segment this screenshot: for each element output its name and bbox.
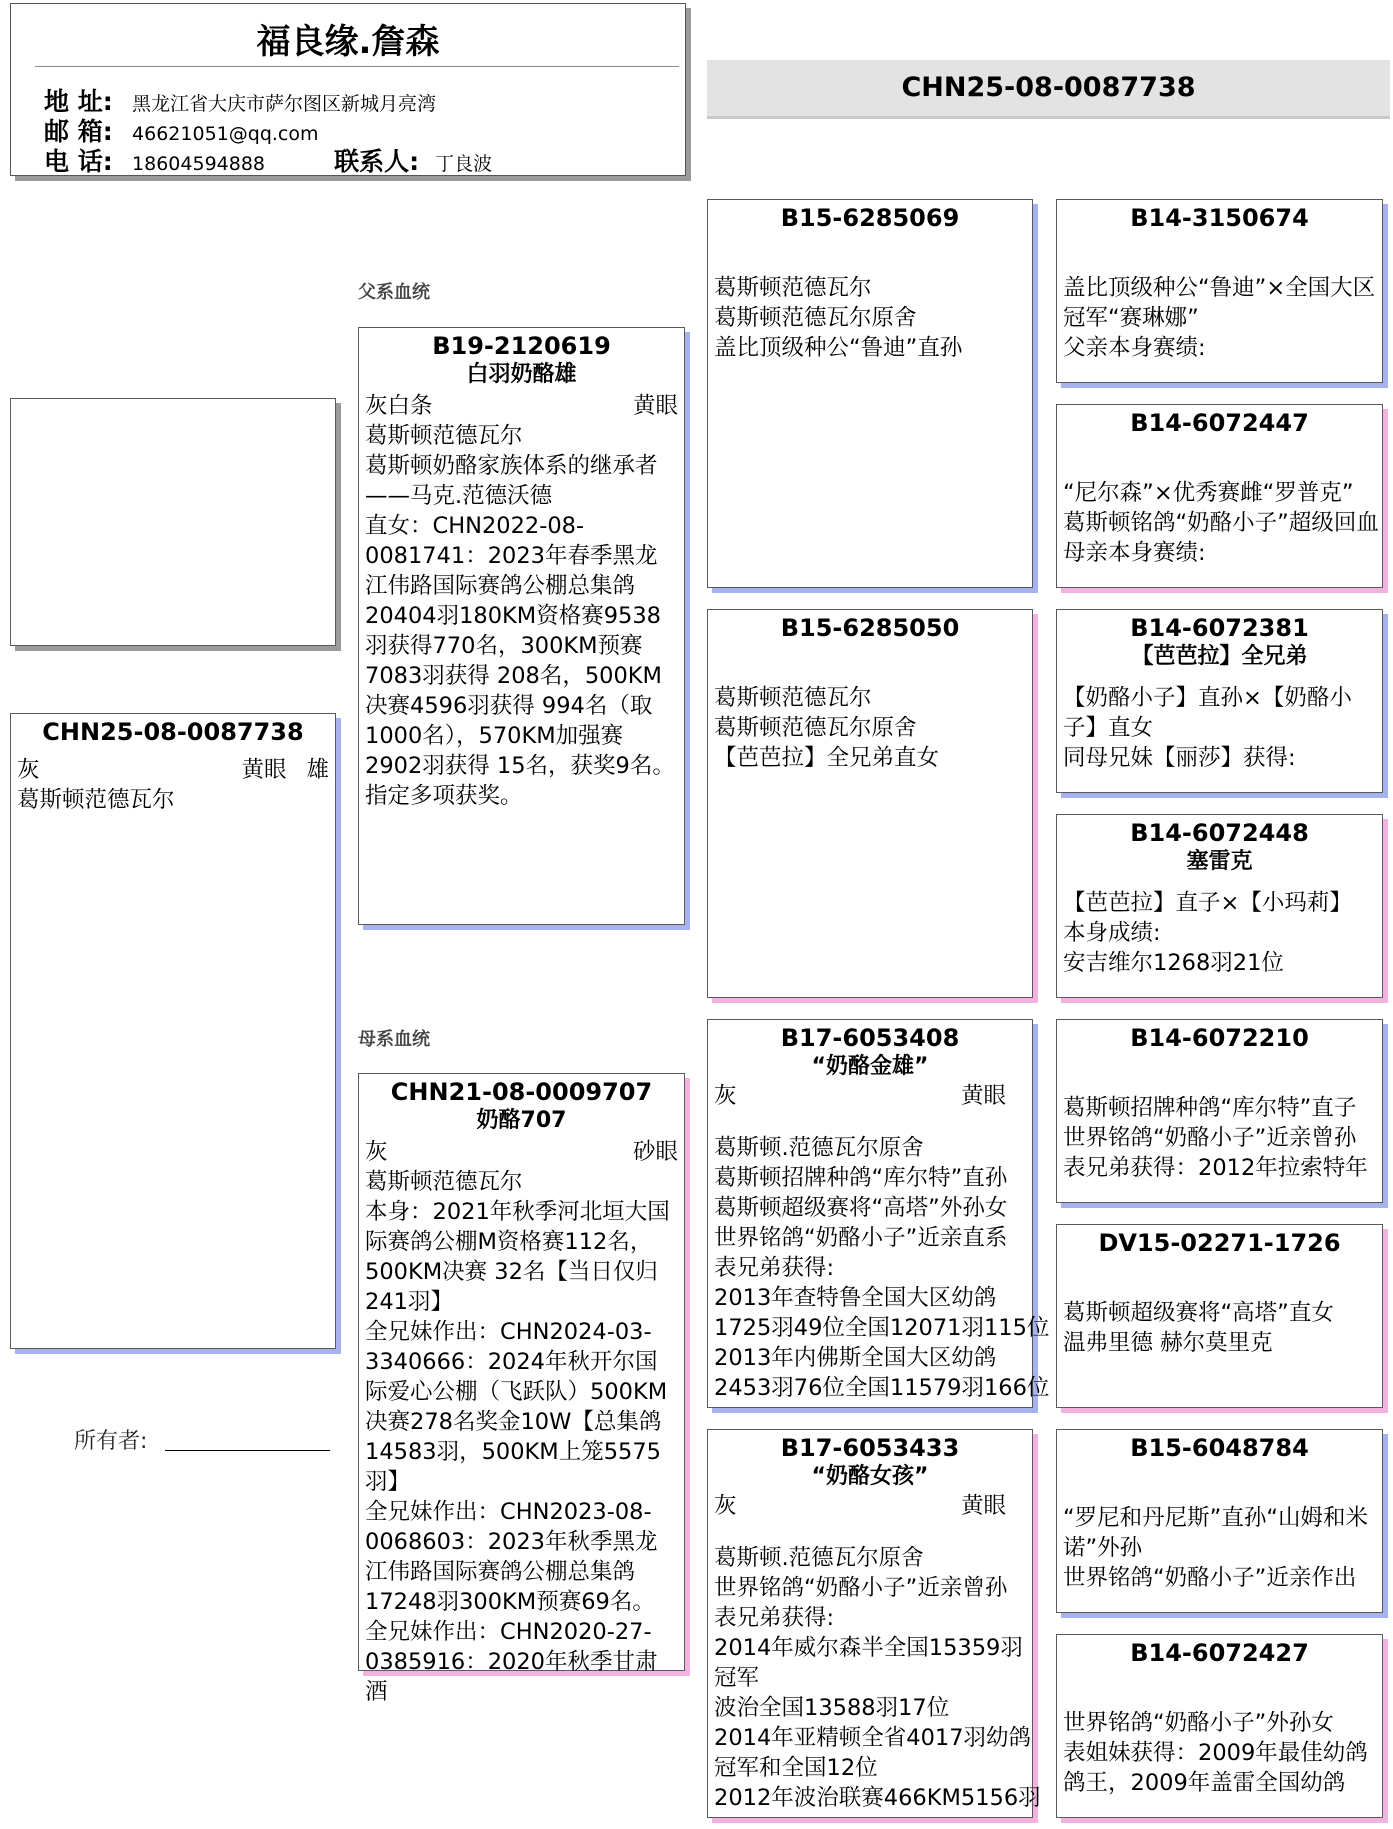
name-spacer bbox=[1063, 233, 1376, 263]
sire-name: 白羽奶酪雄 bbox=[466, 362, 577, 387]
dam-side-label: 母系血统 bbox=[358, 1029, 430, 1050]
contact-label: 联系人: bbox=[334, 147, 420, 176]
subject-eye: 黄眼 bbox=[241, 757, 287, 783]
pedigree-line: 世界铭鸽“奶酪小子”外孙女 bbox=[1063, 1710, 1334, 1736]
breeder-name: 福良缘.詹森 bbox=[256, 22, 440, 62]
sire-color: 灰白条 bbox=[365, 393, 433, 419]
owner-signature-line bbox=[165, 1450, 330, 1451]
grandparent-name: “奶酪金雄” bbox=[811, 1054, 929, 1079]
pedigree-line: 葛斯顿范德瓦尔原舍 bbox=[714, 715, 917, 741]
grandparent-color: 灰 bbox=[714, 1493, 737, 1519]
pedigree-line: 葛斯顿.范德瓦尔原舍 bbox=[714, 1545, 924, 1571]
pedigree-line: 波治全国13588羽17位 bbox=[714, 1695, 950, 1721]
grandparent-ring-number: B15-6285069 bbox=[780, 204, 960, 232]
pedigree-line: 葛斯顿招牌种鸽“库尔特”直孙 bbox=[714, 1165, 1008, 1191]
contact-value: 丁良波 bbox=[435, 153, 493, 175]
grandparent-box bbox=[707, 199, 1033, 588]
dam-eye: 砂眼 bbox=[632, 1139, 678, 1165]
pedigree-line: 冠军 bbox=[714, 1665, 760, 1691]
pedigree-line: 2013年内佛斯全国大区幼鸽 bbox=[714, 1345, 997, 1371]
pedigree-line: 1725羽49位全国12071羽115位 bbox=[714, 1315, 1050, 1341]
pedigree-line: “罗尼和丹尼斯”直孙“山姆和米 bbox=[1063, 1505, 1368, 1531]
sire-description: 葛斯顿范德瓦尔 葛斯顿奶酪家族体系的继承者——马克.范德沃德 直女：CHN2022-08-0081741：2023年春季黑龙江伟路国际赛鸽公棚总集鸽20404羽180KM资格赛9538羽获得770名，300KM预赛7083羽获得 208名，500KM决赛4596羽获得 994名（取1000名），570KM加强赛2902羽获得 15名，获奖9名。指定多项获奖。 bbox=[365, 423, 675, 809]
pedigree-line: 表兄弟获得：2012年拉索特年 bbox=[1063, 1155, 1368, 1181]
pedigree-line: 父亲本身赛绩: bbox=[1063, 335, 1206, 361]
name-spacer bbox=[1063, 1463, 1376, 1493]
name-spacer bbox=[1063, 1053, 1376, 1083]
pedigree-line: 葛斯顿超级赛将“高塔”直女 bbox=[1063, 1300, 1334, 1326]
grandparent-eye: 黄眼 bbox=[960, 1493, 1006, 1519]
phone-row bbox=[44, 142, 492, 178]
dam-color: 灰 bbox=[365, 1139, 388, 1165]
sire-ring-number: B19-2120619 bbox=[432, 332, 611, 360]
breeder-header bbox=[10, 3, 686, 176]
great-grandparent-box bbox=[1056, 1224, 1383, 1408]
pedigree-line: 2013年查特鲁全国大区幼鸽 bbox=[714, 1285, 997, 1311]
pedigree-line: 温弗里德 赫尔莫里克 bbox=[1063, 1330, 1273, 1356]
pedigree-line: 本身成绩: bbox=[1063, 920, 1161, 946]
pedigree-line: 2453羽76位全国11579羽166位 bbox=[714, 1375, 1050, 1401]
great-grandparent-box bbox=[1056, 1429, 1383, 1613]
pedigree-line: 安吉维尔1268羽21位 bbox=[1063, 950, 1284, 976]
pedigree-line: 母亲本身赛绩: bbox=[1063, 540, 1206, 566]
sire-attributes bbox=[365, 391, 678, 421]
great-grandparent-box bbox=[1056, 1019, 1383, 1203]
grandparent-ring-number: B17-6053408 bbox=[780, 1024, 960, 1052]
great-grandparent-ring-number: B14-6072448 bbox=[1130, 819, 1309, 847]
name-spacer bbox=[1063, 1668, 1376, 1698]
name-spacer bbox=[1063, 438, 1376, 468]
pedigree-line: “尼尔森”×优秀赛雌“罗普克” bbox=[1063, 480, 1354, 506]
grandparent-eye: 黄眼 bbox=[960, 1083, 1006, 1109]
name-spacer bbox=[1063, 1258, 1376, 1288]
grandparent-box bbox=[707, 609, 1033, 998]
pedigree-line: 2012年波治联赛466KM5156羽 bbox=[714, 1785, 1041, 1811]
grandparent-name: “奶酪女孩” bbox=[811, 1464, 929, 1489]
grandparent-color: 灰 bbox=[714, 1083, 737, 1109]
subject-line: 葛斯顿范德瓦尔 bbox=[17, 787, 175, 813]
great-grandparent-ring-number: DV15-02271-1726 bbox=[1098, 1229, 1341, 1257]
subject-ring-number: CHN25-08-0087738 bbox=[42, 718, 304, 746]
name-spacer bbox=[714, 233, 1026, 263]
sire-box bbox=[358, 327, 685, 925]
subject-attributes bbox=[17, 755, 329, 785]
pedigree-line: 世界铭鸽“奶酪小子”近亲直系 bbox=[714, 1225, 1008, 1251]
great-grandparent-name: 【芭芭拉】全兄弟 bbox=[1131, 644, 1308, 669]
pedigree-line: 表兄弟获得: bbox=[714, 1605, 835, 1631]
email-label: 邮 箱: bbox=[44, 117, 113, 146]
pedigree-line: 葛斯顿范德瓦尔 bbox=[714, 275, 872, 301]
grandparent-box bbox=[707, 1019, 1050, 1408]
great-grandparent-box bbox=[1056, 199, 1383, 383]
phone-label: 电 话: bbox=[44, 147, 113, 176]
owner-label: 所有者: bbox=[74, 1429, 148, 1454]
dam-box bbox=[358, 1073, 685, 1705]
pedigree-line: 世界铭鸽“奶酪小子”近亲作出 bbox=[1063, 1565, 1357, 1591]
pedigree-line: 【芭芭拉】直子×【小玛莉】 bbox=[1063, 890, 1352, 916]
pedigree-line: 世界铭鸽“奶酪小子”近亲曾孙 bbox=[1063, 1125, 1357, 1151]
pedigree-line: 2014年亚精顿全省4017羽幼鸽 bbox=[714, 1725, 1032, 1751]
great-grandparent-box bbox=[1056, 1634, 1383, 1818]
pedigree-line: 表姐妹获得：2009年最佳幼鸽 bbox=[1063, 1740, 1368, 1766]
subject-color: 灰 bbox=[17, 757, 40, 783]
dam-description: 葛斯顿范德瓦尔 本身：2021年秋季河北垣大国际赛鸽公棚M资格赛112名，500KM决赛 32名【当日仅归241羽】 全兄妹作出：CHN2024-03-3340666：2024年秋开尔国际爱心公棚（飞跃队）500KM决赛278名奖金10W【总集鸽14583羽，500KM上笼5575羽】 全兄妹作出：CHN2023-08-0068603：2023年秋季黑龙江伟路国际赛鸽公棚总集鸽17248羽300KM预赛69名。 全兄妹作出：CHN2020-27-0385916：2020年秋季甘肃酒 bbox=[365, 1169, 670, 1705]
pedigree-line: 【芭芭拉】全兄弟直女 bbox=[714, 745, 940, 771]
great-grandparent-ring-number: B14-6072427 bbox=[1130, 1639, 1309, 1667]
grandparent-attributes bbox=[714, 1491, 1026, 1521]
subject-sex: 雄 bbox=[306, 757, 329, 783]
great-grandparent-box bbox=[1056, 814, 1383, 998]
pedigree-line: 同母兄妹【丽莎】获得: bbox=[1063, 745, 1296, 771]
pedigree-line: 葛斯顿范德瓦尔 bbox=[714, 685, 872, 711]
phone-value: 18604594888 bbox=[132, 153, 266, 175]
great-grandparent-ring-number: B14-6072447 bbox=[1130, 409, 1309, 437]
sire-side-label: 父系血统 bbox=[358, 282, 430, 303]
pedigree-line: 葛斯顿超级赛将“高塔”外孙女 bbox=[714, 1195, 1008, 1221]
dam-name: 奶酪707 bbox=[476, 1108, 567, 1133]
pedigree-line: 诺”外孙 bbox=[1063, 1535, 1143, 1561]
ring-number-banner: CHN25-08-0087738 bbox=[707, 60, 1390, 119]
pedigree-line: 葛斯顿铭鸽“奶酪小子”超级回血 bbox=[1063, 510, 1379, 536]
address-value: 黑龙江省大庆市萨尔图区新城月亮湾 bbox=[132, 93, 437, 115]
dam-ring-number: CHN21-08-0009707 bbox=[390, 1078, 653, 1106]
great-grandparent-ring-number: B14-6072381 bbox=[1130, 614, 1309, 642]
subject-pigeon-box bbox=[10, 713, 336, 1349]
great-grandparent-name: 塞雷克 bbox=[1186, 849, 1253, 874]
great-grandparent-box bbox=[1056, 609, 1383, 793]
pedigree-line: 冠军和全国12位 bbox=[714, 1755, 878, 1781]
address-label: 地 址: bbox=[44, 87, 113, 116]
pedigree-line: 盖比顶级种公“鲁迪”直孙 bbox=[714, 335, 963, 361]
great-grandparent-box bbox=[1056, 404, 1383, 588]
pedigree-line: 盖比顶级种公“鲁迪”×全国大区 bbox=[1063, 275, 1376, 301]
pedigree-line: 【奶酪小子】直孙×【奶酪小 bbox=[1063, 685, 1352, 711]
dam-attributes bbox=[365, 1137, 678, 1167]
grandparent-attributes bbox=[714, 1081, 1026, 1111]
great-grandparent-ring-number: B14-3150674 bbox=[1130, 204, 1309, 232]
pedigree-line: 冠军“赛琳娜” bbox=[1063, 305, 1199, 331]
sire-eye: 黄眼 bbox=[632, 393, 678, 419]
pedigree-line: 葛斯顿.范德瓦尔原舍 bbox=[714, 1135, 924, 1161]
grandparent-box bbox=[707, 1429, 1041, 1818]
grandparent-ring-number: B17-6053433 bbox=[780, 1434, 960, 1462]
pedigree-line: 鸽王，2009年盖雷全国幼鸽 bbox=[1063, 1770, 1346, 1796]
grandparent-ring-number: B15-6285050 bbox=[780, 614, 960, 642]
name-spacer bbox=[714, 643, 1026, 673]
great-grandparent-ring-number: B14-6072210 bbox=[1130, 1024, 1309, 1052]
pedigree-line: 葛斯顿招牌种鸽“库尔特”直子 bbox=[1063, 1095, 1357, 1121]
email-value: 46621051@qq.com bbox=[132, 123, 319, 145]
great-grandparent-ring-number: B15-6048784 bbox=[1130, 1434, 1309, 1462]
pedigree-line: 葛斯顿范德瓦尔原舍 bbox=[714, 305, 917, 331]
pedigree-line: 子】直女 bbox=[1063, 715, 1154, 741]
header-divider bbox=[35, 66, 679, 67]
pedigree-line: 2014年威尔森半全国15359羽 bbox=[714, 1635, 1023, 1661]
pedigree-line: 世界铭鸽“奶酪小子”近亲曾孙 bbox=[714, 1575, 1008, 1601]
pigeon-photo-frame bbox=[10, 398, 336, 646]
pedigree-line: 表兄弟获得: bbox=[714, 1255, 835, 1281]
